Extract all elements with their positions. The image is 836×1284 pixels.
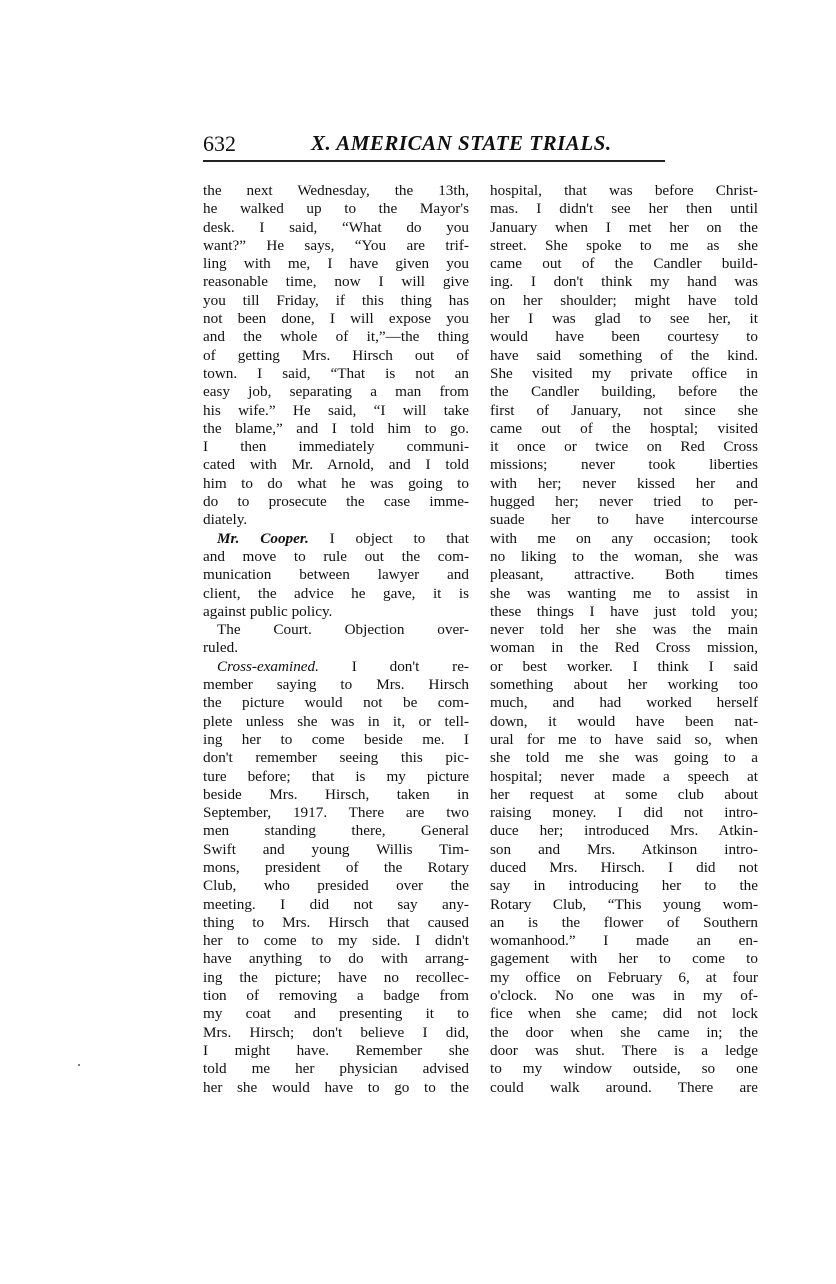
line-text: Swift and young Willis Tim- <box>203 840 469 858</box>
text-line <box>203 877 469 895</box>
text-line <box>490 969 758 987</box>
text-line <box>490 1079 758 1097</box>
line-text: door was shut. There is a ledge <box>490 1041 758 1059</box>
line-text: my coat and presenting it to <box>203 1005 469 1023</box>
text-line <box>203 511 469 529</box>
line-text: down, it would have been nat- <box>490 712 758 730</box>
line-text: much, and had worked herself <box>490 694 758 712</box>
text-line <box>203 896 469 914</box>
line-text: on her shoulder; might have told <box>490 291 758 309</box>
line-text: not been done, I will expose you <box>203 310 469 328</box>
text-line <box>203 273 469 291</box>
line-text: the next Wednesday, the 13th, <box>203 182 469 199</box>
line-text: hospital, that was before Christ- <box>490 182 758 199</box>
line-text: her I was glad to see her, it <box>490 310 758 328</box>
line-text: Mrs. Hirsch; don't believe I did, <box>203 1023 469 1041</box>
text-line <box>203 420 469 438</box>
text-line <box>490 731 758 749</box>
line-text: womanhood.” I made an en- <box>490 932 758 950</box>
line-text: I might have. Remember she <box>203 1041 469 1059</box>
text-line <box>203 603 469 621</box>
line-text: ing the picture; have no recollec- <box>203 968 469 986</box>
text-line <box>203 1060 469 1078</box>
text-line <box>490 530 758 548</box>
line-text: of getting Mrs. Hirsch out of <box>203 346 469 364</box>
text-line <box>490 639 758 657</box>
line-text: want?” He says, “You are trif- <box>203 236 469 254</box>
line-text: ing her to come beside me. I <box>203 730 469 748</box>
text-line <box>203 292 469 310</box>
line-text: ing. I don't think my hand was <box>490 273 758 291</box>
text-line <box>490 456 758 474</box>
line-text: pleasant, attractive. Both times <box>490 566 758 584</box>
text-line <box>203 786 469 804</box>
line-text: reasonable time, now I will give <box>203 273 469 291</box>
line-text: ural for me to have said so, when <box>490 730 758 748</box>
line-text: or best worker. I think I said <box>490 657 758 675</box>
text-line <box>203 731 469 749</box>
line-text: say in introducing her to the <box>490 877 758 895</box>
text-line <box>203 328 469 346</box>
text-line <box>203 822 469 840</box>
line-text: came out of the hosptal; visited <box>490 419 758 437</box>
line-text: the blame,” and I told him to go. <box>203 419 469 437</box>
line-text: the picture would not be com- <box>203 694 469 712</box>
line-text: She visited my private office in <box>490 364 758 382</box>
text-line <box>203 347 469 365</box>
text-line <box>490 493 758 511</box>
text-line <box>490 621 758 639</box>
text-line <box>203 969 469 987</box>
line-text: my office on February 6, at four <box>490 968 758 986</box>
text-line <box>203 950 469 968</box>
text-line <box>203 639 469 657</box>
text-line <box>490 566 758 584</box>
line-text: suade her to have intercourse <box>490 511 758 529</box>
line-text: I then immediately communi- <box>203 438 469 456</box>
line-text: she told me she was going to a <box>490 749 758 767</box>
line-text: hugged her; never tried to per- <box>490 493 758 511</box>
text-line <box>490 1042 758 1060</box>
line-text: January when I met her on the <box>490 218 758 236</box>
line-text: never told her she was the main <box>490 621 758 639</box>
text-line <box>203 694 469 712</box>
text-line <box>203 310 469 328</box>
line-text: could walk around. There are <box>490 1078 758 1096</box>
line-text: no liking to the woman, she was <box>490 547 758 565</box>
text-line <box>490 768 758 786</box>
line-text: the door when she came in; the <box>490 1023 758 1041</box>
line-text: she was wanting me to assist in <box>490 584 758 602</box>
line-text: The Court. Objection over- <box>217 621 469 639</box>
text-line <box>490 273 758 291</box>
line-text: him to do what he was going to <box>203 474 469 492</box>
text-line <box>490 475 758 493</box>
line-text: her to come to my side. I didn't <box>203 932 469 950</box>
line-text: his wife.” He said, “I will take <box>203 401 469 419</box>
line-text: Club, who presided over the <box>203 877 469 895</box>
line-text: hospital; never made a speech at <box>490 767 758 785</box>
line-text: an is the flower of Southern <box>490 913 758 931</box>
line-text: town. I said, “That is not an <box>203 364 469 382</box>
line-text: gagement with her to come to <box>490 950 758 968</box>
line-text: would have been courtesy to <box>490 328 758 346</box>
line-text: and move to rule out the com- <box>203 547 469 565</box>
text-line <box>490 328 758 346</box>
text-line <box>203 585 469 603</box>
text-line <box>203 182 469 200</box>
text-line <box>203 530 469 548</box>
text-line <box>490 347 758 365</box>
text-line <box>490 237 758 255</box>
text-line <box>203 658 469 676</box>
text-line <box>203 713 469 731</box>
line-text: something about her working too <box>490 676 758 694</box>
line-text: woman in the Red Cross mission, <box>490 639 758 657</box>
line-text: don't remember seeing this pic- <box>203 749 469 767</box>
section-label: Cross-examined. <box>217 657 319 675</box>
text-line <box>203 548 469 566</box>
text-line <box>203 475 469 493</box>
line-text: and the whole of it,”—the thing <box>203 328 469 346</box>
text-line <box>203 237 469 255</box>
text-line <box>203 1042 469 1060</box>
text-line <box>490 694 758 712</box>
line-text: I don't re- <box>318 657 469 675</box>
text-line <box>203 914 469 932</box>
line-text: came out of the Candler build- <box>490 255 758 273</box>
line-text: to my window outside, so one <box>490 1060 758 1078</box>
line-text: beside Mrs. Hirsch, taken in <box>203 785 469 803</box>
text-line <box>203 841 469 859</box>
text-line <box>490 292 758 310</box>
line-text: ture before; that is my picture <box>203 767 469 785</box>
text-line <box>490 402 758 420</box>
text-line <box>490 804 758 822</box>
text-line <box>203 804 469 822</box>
text-line <box>203 566 469 584</box>
line-text: son and Mrs. Atkinson intro- <box>490 840 758 858</box>
text-line <box>490 877 758 895</box>
text-line <box>203 768 469 786</box>
text-line <box>203 365 469 383</box>
text-line <box>490 420 758 438</box>
line-text: plete unless she was in it, or tell- <box>203 712 469 730</box>
text-line <box>490 914 758 932</box>
text-line <box>490 365 758 383</box>
page-number: 632 <box>203 131 236 156</box>
line-text: raising money. I did not intro- <box>490 804 758 822</box>
text-line <box>490 987 758 1005</box>
speaker-name: Mr. Cooper. <box>217 529 309 547</box>
text-line <box>203 859 469 877</box>
text-line <box>490 603 758 621</box>
text-line <box>490 676 758 694</box>
line-text: easy job, separating a man from <box>203 383 469 401</box>
line-text: desk. I said, “What do you <box>203 218 469 236</box>
line-text: it once or twice on Red Cross <box>490 438 758 456</box>
text-line <box>490 950 758 968</box>
text-line <box>490 658 758 676</box>
text-line <box>490 1005 758 1023</box>
line-text: tion of removing a badge from <box>203 987 469 1005</box>
text-line <box>203 383 469 401</box>
line-text: member saying to Mrs. Hirsch <box>203 676 469 694</box>
line-text: her request at some club about <box>490 785 758 803</box>
line-text: ling with me, I have given you <box>203 255 469 273</box>
left-column <box>203 182 469 1097</box>
text-line <box>203 493 469 511</box>
text-line <box>490 548 758 566</box>
text-line <box>490 859 758 877</box>
text-line <box>490 749 758 767</box>
text-line <box>203 402 469 420</box>
text-line <box>203 1024 469 1042</box>
line-text: have anything to do with arrang- <box>203 950 469 968</box>
line-text: Rotary Club, “This young wom- <box>490 895 758 913</box>
text-line <box>490 511 758 529</box>
line-text: against public policy. <box>203 602 333 620</box>
text-line <box>490 438 758 456</box>
line-text: men standing there, General <box>203 822 469 840</box>
line-text: missions; never took liberties <box>490 456 758 474</box>
text-line <box>203 932 469 950</box>
text-line <box>203 255 469 273</box>
page-header <box>203 131 665 159</box>
right-column <box>490 182 758 1097</box>
text-line <box>490 1024 758 1042</box>
line-text: client, the advice he gave, it is <box>203 584 469 602</box>
line-text: he walked up to the Mayor's <box>203 200 469 218</box>
line-text: duce her; introduced Mrs. Atkin- <box>490 822 758 840</box>
line-text: fice when she came; did not lock <box>490 1005 758 1023</box>
line-text: I object to that <box>308 529 469 547</box>
line-text: you till Friday, if this thing has <box>203 291 469 309</box>
text-line <box>490 219 758 237</box>
line-text: her she would have to go to the <box>203 1078 469 1096</box>
line-text: do to prosecute the case imme- <box>203 493 469 511</box>
text-line <box>490 310 758 328</box>
text-line <box>203 200 469 218</box>
line-text: first of January, not since she <box>490 401 758 419</box>
text-line <box>490 1060 758 1078</box>
text-line <box>490 896 758 914</box>
line-text: ruled. <box>203 639 239 657</box>
line-text: the Candler building, before the <box>490 383 758 401</box>
line-text: told me her physician advised <box>203 1060 469 1078</box>
text-line <box>490 255 758 273</box>
line-text: September, 1917. There are two <box>203 804 469 822</box>
running-title: X. AMERICAN STATE TRIALS. <box>311 131 612 155</box>
text-line <box>490 786 758 804</box>
text-line <box>203 621 469 639</box>
line-text: street. She spoke to me as she <box>490 236 758 254</box>
text-line <box>490 841 758 859</box>
line-text: cated with Mr. Arnold, and I told <box>203 456 469 474</box>
line-text: duced Mrs. Hirsch. I did not <box>490 858 758 876</box>
line-text: diately. <box>203 511 248 529</box>
text-line <box>490 585 758 603</box>
text-line <box>203 456 469 474</box>
text-line <box>203 219 469 237</box>
line-text: munication between lawyer and <box>203 566 469 584</box>
line-text: mas. I didn't see her then until <box>490 200 758 218</box>
text-line <box>203 1005 469 1023</box>
line-text: meeting. I did not say any- <box>203 895 469 913</box>
text-line <box>203 987 469 1005</box>
text-line <box>203 438 469 456</box>
line-text: these things I have just told you; <box>490 602 758 620</box>
text-line <box>490 932 758 950</box>
text-line <box>490 200 758 218</box>
line-text: mons, president of the Rotary <box>203 858 469 876</box>
text-line <box>490 182 758 200</box>
line-text: with her; never kissed her and <box>490 474 758 492</box>
line-text: o'clock. No one was in my of- <box>490 987 758 1005</box>
text-line <box>490 383 758 401</box>
line-text: have said something of the kind. <box>490 346 758 364</box>
line-text: thing to Mrs. Hirsch that caused <box>203 913 469 931</box>
text-line <box>490 713 758 731</box>
scan-speck <box>78 1064 80 1066</box>
text-line <box>203 749 469 767</box>
text-line <box>203 676 469 694</box>
line-text: with me on any occasion; took <box>490 529 758 547</box>
header-rule <box>203 160 665 162</box>
text-line <box>203 1079 469 1097</box>
text-line <box>490 822 758 840</box>
